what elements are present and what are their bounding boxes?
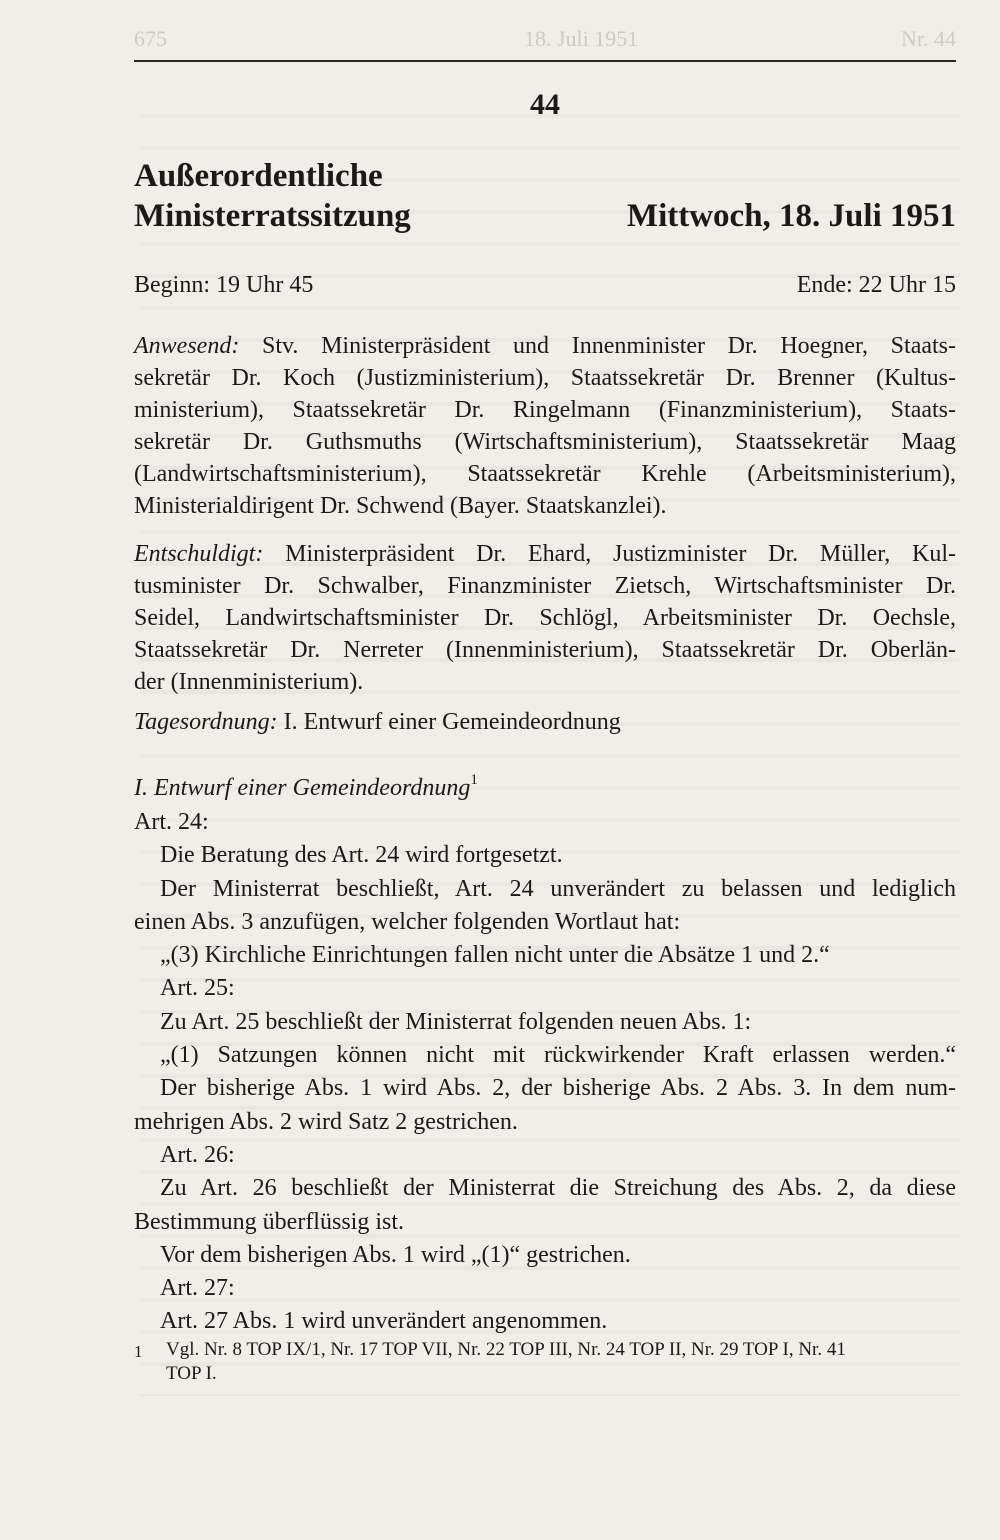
body-line: Art. 25: <box>160 975 235 1002</box>
body-line: Art. 26: <box>160 1141 235 1168</box>
excused-line: Seidel, Landwirtschaftsminister Dr. Schlögl, Arbeitsminister Dr. Oechsle, <box>134 605 956 631</box>
present-label: Anwesend: <box>134 333 240 359</box>
footnote-ref: 1 <box>470 772 478 788</box>
document-number: 44 <box>530 88 560 121</box>
body-line: Zu Art. 25 beschließt der Ministerrat folgenden neuen Abs. 1: <box>160 1008 752 1035</box>
running-head-date: 18. Juli 1951 <box>524 26 639 51</box>
present-line: sekretär Dr. Guthsmuths (Wirtschaftsministerium), Staatssekretär Maag <box>134 429 956 455</box>
document-title-line1: Außerordentliche <box>134 158 383 194</box>
body-line: einen Abs. 3 anzufügen, welcher folgenden Wortlaut hat: <box>134 908 681 935</box>
section-heading <box>134 772 956 804</box>
running-head-number: Nr. 44 <box>901 26 956 51</box>
agenda-label: Tagesordnung: <box>134 709 278 735</box>
excused-section <box>134 538 956 698</box>
header-rule <box>134 60 956 62</box>
excused-line: Entschuldigt: Ministerpräsident Dr. Ehard, Justizminister Dr. Müller, Kul- <box>134 541 956 567</box>
present-line: (Landwirtschaftsministerium), Staatssekretär Krehle (Arbeitsministerium), <box>134 461 956 487</box>
excused-line: Staatssekretär Dr. Nerreter (Innenministerium), Staatssekretär Dr. Oberlän- <box>134 637 956 663</box>
body-line: Der Ministerrat beschließt, Art. 24 unverändert zu belassen und lediglich <box>160 875 956 902</box>
body-line: Art. 24: <box>134 809 209 835</box>
agenda-section <box>134 706 956 738</box>
footnote-line: Vgl. Nr. 8 TOP IX/1, Nr. 17 TOP VII, Nr. 22 TOP III, Nr. 24 TOP II, Nr. 29 TOP I, Nr. 41 <box>166 1339 846 1360</box>
document-title-line2: Ministerratssitzung <box>134 198 411 234</box>
excused-label: Entschuldigt: <box>134 541 264 567</box>
begin-time: Beginn: 19 Uhr 45 <box>134 272 314 298</box>
present-line: Ministerialdirigent Dr. Schwend (Bayer. Staatskanzlei). <box>134 493 667 519</box>
end-time: Ende: 22 Uhr 15 <box>796 272 956 298</box>
running-head <box>134 26 956 60</box>
body-line: Der bisherige Abs. 1 wird Abs. 2, der bisherige Abs. 2 Abs. 3. In dem num- <box>160 1075 956 1102</box>
present-line: Anwesend: Stv. Ministerpräsident und Innenminister Dr. Hoegner, Staats- <box>134 333 956 359</box>
excused-line: der (Innenministerium). <box>134 669 364 695</box>
body-line: Die Beratung des Art. 24 wird fortgesetzt. <box>160 842 563 869</box>
footnote-text <box>166 1338 956 1386</box>
body-line: Bestimmung überflüssig ist. <box>134 1208 404 1235</box>
body-line: mehrigen Abs. 2 wird Satz 2 gestrichen. <box>134 1108 518 1135</box>
present-section <box>134 330 956 522</box>
footnote-line: TOP I. <box>166 1363 217 1384</box>
section-heading-text: I. Entwurf einer Gemeindeordnung <box>134 775 471 801</box>
footnote-marker: 1 <box>134 1342 143 1361</box>
body-line: Art. 27: <box>160 1275 235 1302</box>
body-line: Zu Art. 26 beschließt der Ministerrat die Streichung des Abs. 2, da diese <box>160 1175 956 1202</box>
agenda-line: Tagesordnung: I. Entwurf einer Gemeindeordnung <box>134 709 621 735</box>
excused-line: tusminister Dr. Schwalber, Finanzminister Zietsch, Wirtschaftsminister Dr. <box>134 573 956 599</box>
present-line: ministerium), Staatssekretär Dr. Ringelmann (Finanzministerium), Staats- <box>134 397 956 423</box>
body-line: „(1) Satzungen können nicht mit rückwirkender Kraft erlassen werden.“ <box>160 1042 956 1069</box>
body-line: Vor dem bisherigen Abs. 1 wird „(1)“ gestrichen. <box>160 1241 631 1268</box>
present-line: sekretär Dr. Koch (Justizministerium), Staatssekretär Dr. Brenner (Kultus- <box>134 365 956 391</box>
meeting-date: Mittwoch, 18. Juli 1951 <box>626 198 956 234</box>
body-line: „(3) Kirchliche Einrichtungen fallen nicht unter die Absätze 1 und 2.“ <box>160 942 830 969</box>
body-line: Art. 27 Abs. 1 wird unverändert angenommen. <box>160 1308 608 1335</box>
running-head-page: 675 <box>134 26 167 51</box>
minutes-body <box>134 806 956 1339</box>
